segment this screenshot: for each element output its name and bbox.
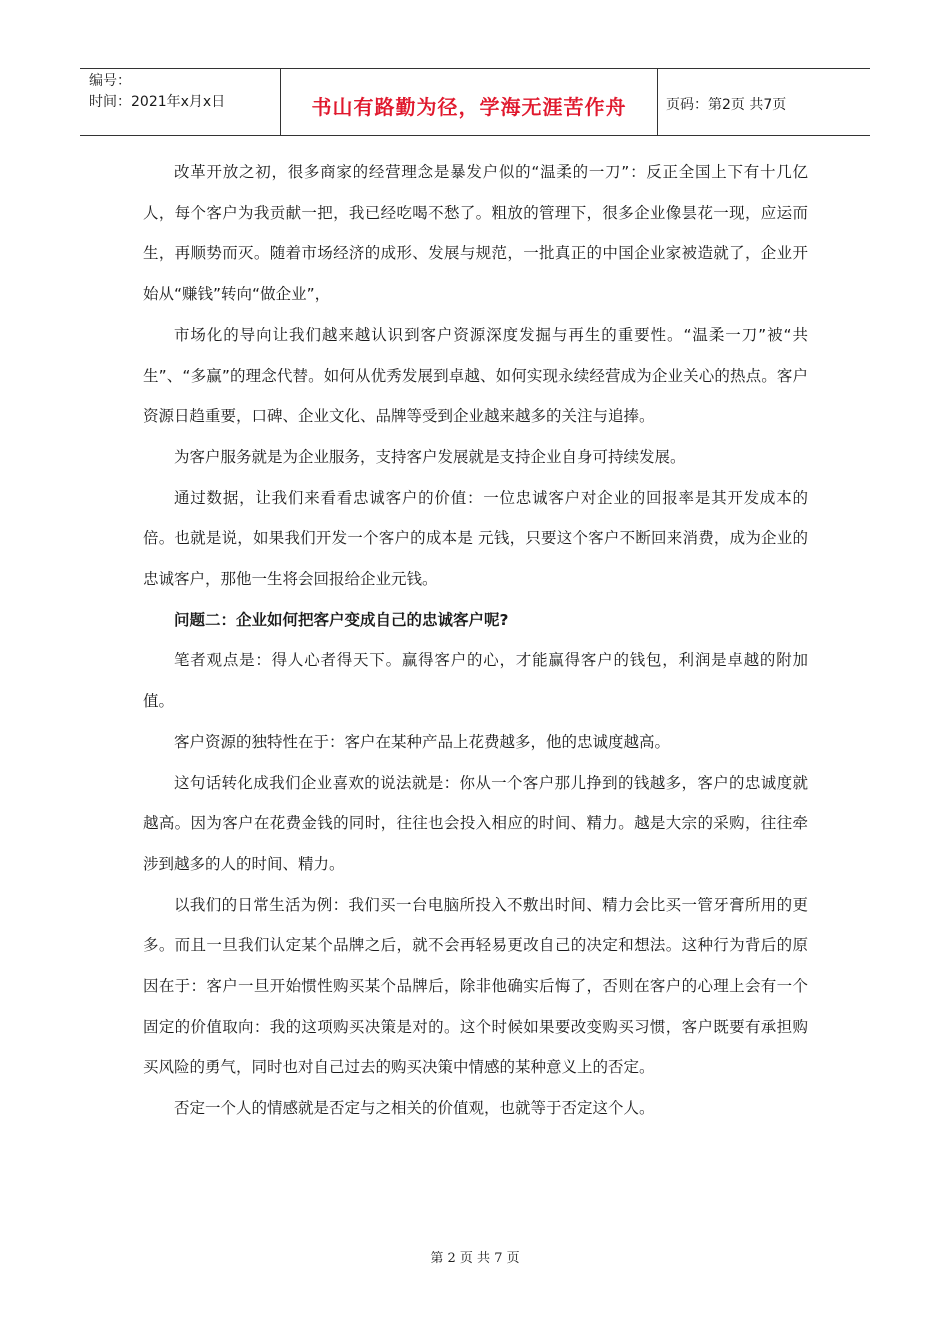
header-page-number: 页码：第2页 共7页: [666, 97, 787, 113]
document-time-label: 时间：2021年x月x日: [89, 94, 226, 110]
header-meta: [80, 69, 281, 135]
header-motto: 书山有路勤为径，学海无涯苦作舟: [311, 94, 627, 119]
paragraph: 为客户服务就是为企业服务，支持客户发展就是支持企业自身可持续发展。: [174, 447, 686, 466]
paragraph: 这句话转化成我们企业喜欢的说法就是：你从一个客户那儿挣到的钱越多，客户的忠诚度就越高。因为客户在花费金钱的同时，往往也会投入相应的时间、精力。越是大宗的采购，往往牵涉到越多的人的时间、精力。: [143, 773, 808, 873]
section-heading: 问题二：企业如何把客户变成自己的忠诚客户呢?: [174, 610, 509, 629]
header-page-cell: [658, 69, 870, 135]
document-number-label: 编号：: [89, 73, 131, 89]
paragraph: 笔者观点是：得人心者得天下。赢得客户的心，才能赢得客户的钱包，利润是卓越的附加值。: [143, 651, 808, 711]
header-motto-cell: [281, 69, 658, 135]
document-body: [143, 152, 808, 1129]
page-footer: 第 2 页 共 7 页: [430, 1251, 520, 1266]
paragraph: 以我们的日常生活为例：我们买一台电脑所投入不敷出时间、精力会比买一管牙膏所用的更多。而且一旦我们认定某个品牌之后，就不会再轻易更改自己的决定和想法。这种行为背后的原因在于：客户一旦开始惯性购买某个品牌后，除非他确实后悔了，否则在客户的心理上会有一个固定的价值取向：我的这项购买决策是对的。这个时候如果要改变购买习惯，客户既要有承担购买风险的勇气，同时也对自己过去的购买决策中情感的某种意义上的否定。: [143, 895, 808, 1077]
paragraph: 改革开放之初，很多商家的经营理念是暴发户似的“温柔的一刀”：反正全国上下有十几亿人，每个客户为我贡献一把，我已经吃喝不愁了。粗放的管理下，很多企业像昙花一现，应运而生，再顺势而灭。随着市场经济的成形、发展与规范，一批真正的中国企业家被造就了，企业开始从“赚钱”转向“做企业”，: [143, 163, 808, 304]
paragraph: 客户资源的独特性在于：客户在某种产品上花费越多，他的忠诚度越高。: [174, 732, 671, 751]
page-header: [80, 68, 870, 136]
paragraph: 否定一个人的情感就是否定与之相关的价值观，也就等于否定这个人。: [174, 1099, 655, 1118]
paragraph: 市场化的导向让我们越来越认识到客户资源深度发掘与再生的重要性。“温柔一刀”被“共生”、“多赢”的理念代替。如何从优秀发展到卓越、如何实现永续经营成为企业关心的热点。客户资源日趋重要，口碑、企业文化、品牌等受到企业越来越多的关注与追捧。: [143, 325, 808, 426]
paragraph: 通过数据，让我们来看看忠诚客户的价值：一位忠诚客户对企业的回报率是其开发成本的倍。也就是说，如果我们开发一个客户的成本是 元钱，只要这个客户不断回来消费，成为企业的忠诚客户，那他一生将会回报给企业元钱。: [143, 488, 808, 589]
